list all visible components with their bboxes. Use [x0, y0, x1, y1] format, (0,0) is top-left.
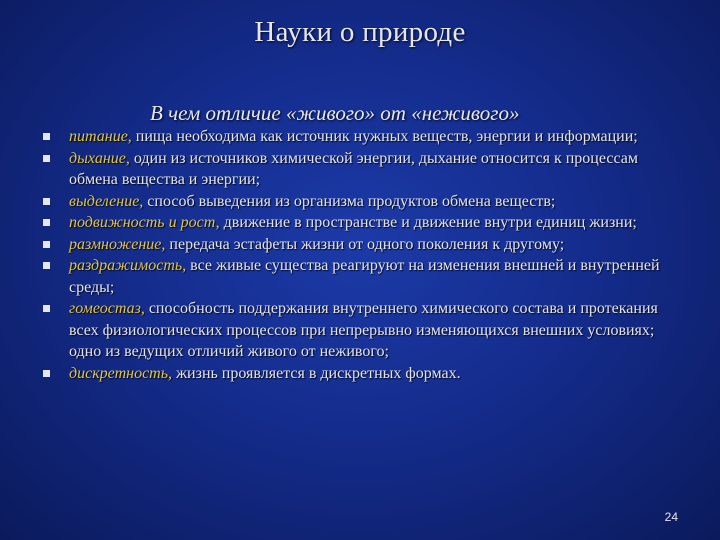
item-text: все живые существа реагируют на изменения внешней и внутренней среды;	[69, 257, 660, 296]
square-bullet-icon	[43, 241, 50, 248]
square-bullet-icon	[43, 219, 50, 226]
item-text: способность поддержания внутреннего химического состава и протекания всех физиологических процессов при непрерывно изменяющихся внешних условиях; одно из ведущих отличий живого от неживого;	[69, 300, 658, 360]
list-item	[40, 191, 690, 213]
item-term: подвижность и рост,	[69, 214, 220, 231]
item-text: передача эстафеты жизни от одного поколения к другому;	[165, 235, 565, 253]
slide-title: Науки о природе	[254, 16, 466, 48]
slide-subtitle: В чем отличие «живого» от «неживого»	[150, 101, 520, 125]
item-term: выделение,	[69, 192, 144, 210]
item-text: пища необходима как источник нужных веществ, энергии и информации;	[131, 128, 638, 145]
list-item	[40, 363, 690, 385]
bullet-list	[40, 126, 690, 384]
square-bullet-icon	[43, 305, 50, 312]
list-item	[40, 126, 690, 148]
item-term: раздражимость,	[69, 257, 187, 274]
list-item	[40, 255, 690, 298]
square-bullet-icon	[43, 370, 50, 377]
page-number: 24	[664, 510, 678, 524]
list-item	[40, 148, 690, 191]
square-bullet-icon	[43, 262, 50, 269]
item-text: один из источников химической энергии, дыхание относится к процессам обмена вещества и энергии;	[69, 149, 638, 188]
list-item	[40, 298, 690, 363]
square-bullet-icon	[43, 198, 50, 205]
item-text: способ выведения из организма продуктов обмена веществ;	[143, 192, 556, 210]
item-term: дискретность,	[69, 364, 172, 382]
item-text: жизнь проявляется в дискретных формах.	[172, 364, 461, 382]
item-term: дыхание,	[69, 149, 130, 167]
item-term: размножение,	[69, 235, 166, 253]
list-item	[40, 212, 690, 234]
square-bullet-icon	[43, 133, 50, 140]
list-item	[40, 234, 690, 256]
item-term: питание,	[69, 128, 132, 145]
square-bullet-icon	[43, 155, 50, 162]
item-term: гомеостаз,	[69, 300, 145, 317]
item-text: движение в пространстве и движение внутри единиц жизни;	[219, 214, 637, 231]
